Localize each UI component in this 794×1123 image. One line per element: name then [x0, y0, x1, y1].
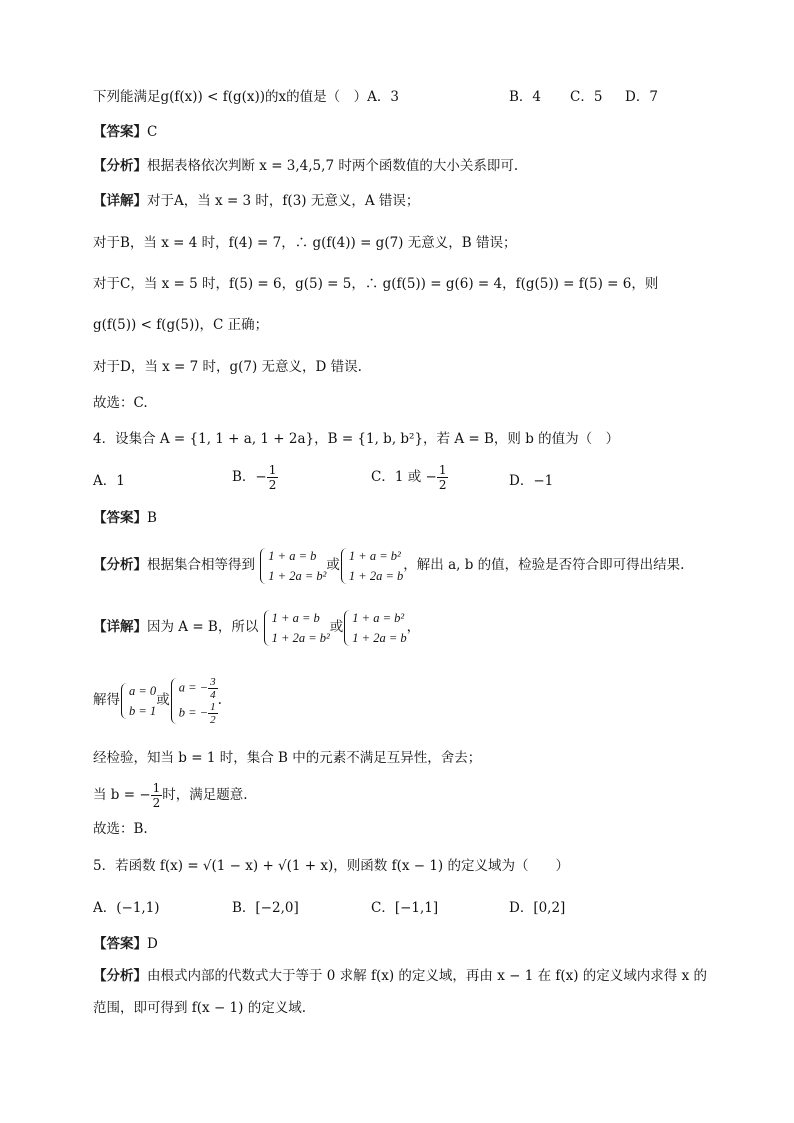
system-row: 1 + a = b²	[352, 610, 405, 625]
q3-option-c: C．5	[570, 89, 603, 105]
fraction-denominator: 4	[210, 688, 216, 701]
q3-answer: C	[147, 124, 158, 140]
system-row: 1 + 2a = b	[352, 630, 407, 645]
q4-option-c-prefix: C．1 或 −	[371, 469, 437, 485]
q4-answer-line	[93, 508, 157, 528]
system-row	[179, 676, 218, 701]
equation-system	[263, 608, 330, 648]
q3-analysis-line	[93, 156, 518, 176]
q5-answer-line	[93, 934, 158, 954]
q5-stem: 5．若函数 f(x) = √(1 − x) + √(1 + x)，则函数 f(x − 1) 的定义域为（ ）	[93, 858, 569, 874]
fraction-denominator: 2	[268, 478, 277, 492]
analysis-tag: 【分析】	[93, 158, 147, 174]
q4-check-2-pre: 当 b = −	[93, 787, 151, 803]
answer-tag: 【答案】	[93, 510, 147, 526]
q4-analysis-pre: 根据集合相等得到	[147, 557, 255, 573]
sol-a-prefix: a = −	[178, 679, 209, 694]
q4-option-b	[232, 463, 278, 492]
q3-answer-line	[93, 122, 157, 142]
system-row: 1 + 2a = b²	[268, 568, 327, 583]
system-row: 1 + a = b	[268, 548, 317, 563]
q3-stem: 下列能满足g(f(x)) < f(g(x))的x的值是（ ）A．3	[93, 89, 399, 105]
analysis-tag: 【分析】	[93, 968, 147, 984]
q3-option-b: B．4	[509, 89, 542, 105]
q4-analysis-line	[93, 543, 684, 587]
fraction-numerator: 1	[210, 700, 216, 713]
q4-detail-line	[93, 605, 420, 649]
q4-detail-post: ，	[406, 619, 421, 635]
q4-solve-pre: 解得	[93, 692, 120, 708]
q5-analysis-line-1	[93, 966, 707, 986]
system-row: 1 + a = b²	[348, 548, 401, 563]
fraction	[267, 463, 279, 492]
q4-detail-pre: 因为 A = B，所以	[147, 619, 259, 635]
q3-stem-line	[93, 87, 399, 107]
q4-solve-end: .	[217, 692, 222, 708]
q3-detail-line-2: 对于B，当 x = 4 时，f(4) = 7，∴ g(f(4)) = g(7) 无意义，B 错误；	[93, 235, 517, 251]
or-word: 或	[156, 692, 170, 708]
q5-analysis-1: 由根式内部的代数式大于等于 0 求解 f(x) 的定义域，再由 x − 1 在 f(x) 的定义域内求得 x 的	[147, 968, 707, 984]
fraction	[208, 701, 218, 726]
system-row: a = 0	[129, 683, 157, 698]
equation-system	[259, 546, 326, 586]
system-row: 1 + 2a = b	[348, 568, 404, 583]
or-word: 或	[326, 557, 340, 573]
q3-detail-line-4: g(f(5)) < f(g(5))，C 正确；	[93, 317, 269, 333]
q4-analysis-post: ，解出 a, b 的值，检验是否符合即可得出结果.	[403, 557, 685, 573]
q5-option-d: D．[0,2]	[509, 900, 566, 916]
q5-analysis-line-2: 范围，即可得到 f(x − 1) 的定义域.	[93, 1000, 307, 1016]
equation-system	[343, 608, 406, 648]
fraction-numerator: 1	[438, 463, 447, 477]
q4-check-1: 经检验，知当 b = 1 时，集合 B 中的元素不满足互异性，舍去；	[93, 750, 482, 766]
q3-detail-1: 对于A，当 x = 3 时，f(3) 无意义，A 错误；	[147, 193, 420, 209]
fraction	[151, 781, 163, 810]
q5-option-a: A．(−1,1)	[93, 900, 160, 916]
q3-detail-line-5: 对于D，当 x = 7 时，g(7) 无意义，D 错误.	[93, 359, 362, 375]
fraction-denominator: 2	[210, 713, 216, 726]
system-row	[179, 701, 218, 726]
solution-system	[120, 681, 156, 721]
q4-stem: 4．设集合 A = {1, 1 + a, 1 + 2a}，B = {1, b, b²}，若 A = B，则 b 的值为（ ）	[93, 431, 620, 447]
solution-system	[170, 676, 218, 726]
q3-conclusion: 故选：C.	[93, 395, 148, 411]
detail-tag: 【详解】	[93, 193, 147, 209]
sol-b-prefix: b = −	[178, 704, 209, 719]
q4-option-a: A．1	[93, 473, 125, 489]
q4-check-2	[93, 778, 248, 812]
fraction-denominator: 2	[152, 796, 161, 810]
q3-detail-line-1	[93, 191, 419, 211]
system-row: 1 + a = b	[271, 610, 320, 625]
answer-tag: 【答案】	[93, 124, 147, 140]
q5-option-b: B．[−2,0]	[232, 900, 299, 916]
q4-option-d: D．−1	[509, 473, 554, 489]
system-row: b = 1	[129, 703, 157, 718]
q4-solve-line	[93, 664, 222, 736]
q4-option-c	[371, 463, 448, 492]
q4-answer: B	[147, 510, 157, 526]
q4-option-b-prefix: B．−	[232, 469, 267, 485]
q4-check-2-post: 时，满足题意.	[162, 787, 248, 803]
q5-answer: D	[147, 936, 158, 952]
q3-detail-line-3: 对于C，当 x = 5 时，f(5) = 6，g(5) = 5，∴ g(f(5)) = g(6) = 4，f(g(5)) = f(5) = 6，则	[93, 276, 659, 292]
or-word: 或	[329, 619, 344, 635]
fraction-numerator: 3	[210, 675, 216, 688]
analysis-tag: 【分析】	[93, 557, 147, 573]
fraction-numerator: 1	[152, 781, 161, 795]
fraction-denominator: 2	[438, 478, 447, 492]
detail-tag: 【详解】	[93, 619, 147, 635]
fraction-numerator: 1	[268, 463, 277, 477]
q4-conclusion: 故选：B.	[93, 821, 148, 837]
q3-analysis: 根据表格依次判断 x = 3,4,5,7 时两个函数值的大小关系即可.	[147, 158, 519, 174]
answer-tag: 【答案】	[93, 936, 147, 952]
equation-system	[340, 546, 403, 586]
system-row: 1 + 2a = b²	[271, 630, 330, 645]
q5-option-c: C．[−1,1]	[371, 900, 439, 916]
fraction	[208, 676, 218, 701]
fraction	[437, 463, 449, 492]
q3-option-d: D．7	[625, 89, 658, 105]
